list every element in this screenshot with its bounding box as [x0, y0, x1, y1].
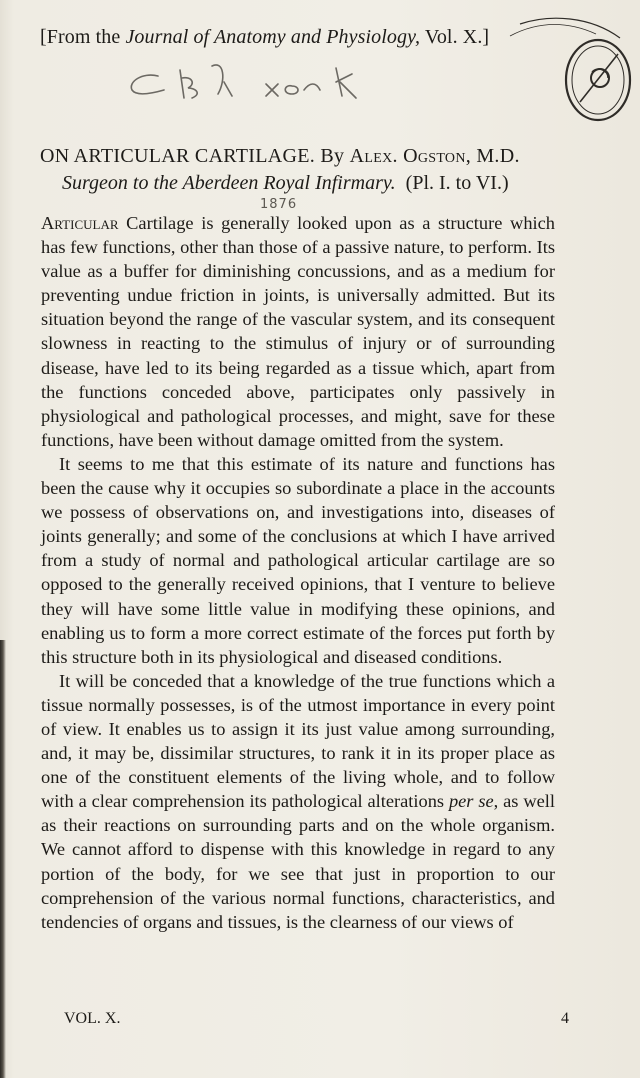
- article-body: [41, 211, 555, 934]
- paragraph: It seems to me that this estimate of its nature and functions has been the cause why it occupies so subordinate a place in the accounts we possess of observations on, and investigations into, diseases of joints generally; and some of the conclusions at which I have arrived from a study of normal and pathological articular cartilage are so opposed to the generally received opinions, that I venture to believe they will have some little value in modifying these opinions, and enabling us to form a more correct estimate of the forces put forth by this structure both in its physiological and diseased conditions.: [41, 453, 555, 667]
- paragraph-text: It will be conceded that a knowledge of the true functions which a tissue normally possesses, is of the utmost importance in every point of view. It enables us to assign it its just value among surrounding, and, it may be, dissimilar structures, to rank it in its proper place as one of the constituent elements of the living whole, and to follow with a clear comprehension its pathological alterations: [41, 670, 555, 812]
- handwritten-signature: [120, 56, 380, 116]
- plates-reference: (Pl. I. to VI.): [405, 172, 509, 194]
- paragraph-text: , as well as their reactions on surrounding parts and on the whole organism. We cannot afford to dispense with this knowledge in regard to any portion of the body, for we see that just in proportion to our comprehension of the various normal functions, characteristics, and tendencies of organs and tissues, is the clearness of our views of: [41, 791, 556, 932]
- pencil-annotation: 1876: [260, 197, 298, 212]
- volume-label: Vol. X.]: [420, 26, 490, 48]
- library-stamp: [500, 14, 640, 122]
- title-by: By: [320, 145, 345, 167]
- author-affiliation: [62, 172, 509, 195]
- book-spine-shadow: [0, 640, 6, 1078]
- title-text: ON ARTICULAR CARTILAGE.: [40, 145, 316, 167]
- latin-phrase: per se: [448, 791, 494, 812]
- signature-mark: 4: [561, 1010, 569, 1027]
- source-prefix: [From the: [40, 26, 126, 48]
- footer-volume: VOL. X.: [64, 1010, 121, 1027]
- paragraph-text: Cartilage is generally looked upon as a structure which has few functions, other than those of a passive nature, to perform. Its value as a buffer for diminishing concussions, and as a medium for preventing undue friction in joints, is universally admitted. But its situation beyond the range of the vascular system, and its consequent slowness in reacting to the stimulus of injury or of surrounding disease, have led to its being regarded as a tissue which, apart from the functions conceded above, participates only passively in physiological and pathological processes, and might, save for these functions, have been without damage omitted from the system.: [41, 213, 555, 450]
- source-line: [40, 26, 489, 49]
- paragraph: [41, 211, 555, 452]
- paragraph: [41, 669, 555, 934]
- paragraph-lead: Articular: [41, 213, 119, 233]
- article-title: [40, 145, 520, 168]
- author-name: Alex. Ogston, M.D.: [349, 145, 520, 167]
- journal-name: Journal of Anatomy and Physiology,: [125, 26, 421, 48]
- author-role: Surgeon to the Aberdeen Royal Infirmary.: [62, 172, 396, 194]
